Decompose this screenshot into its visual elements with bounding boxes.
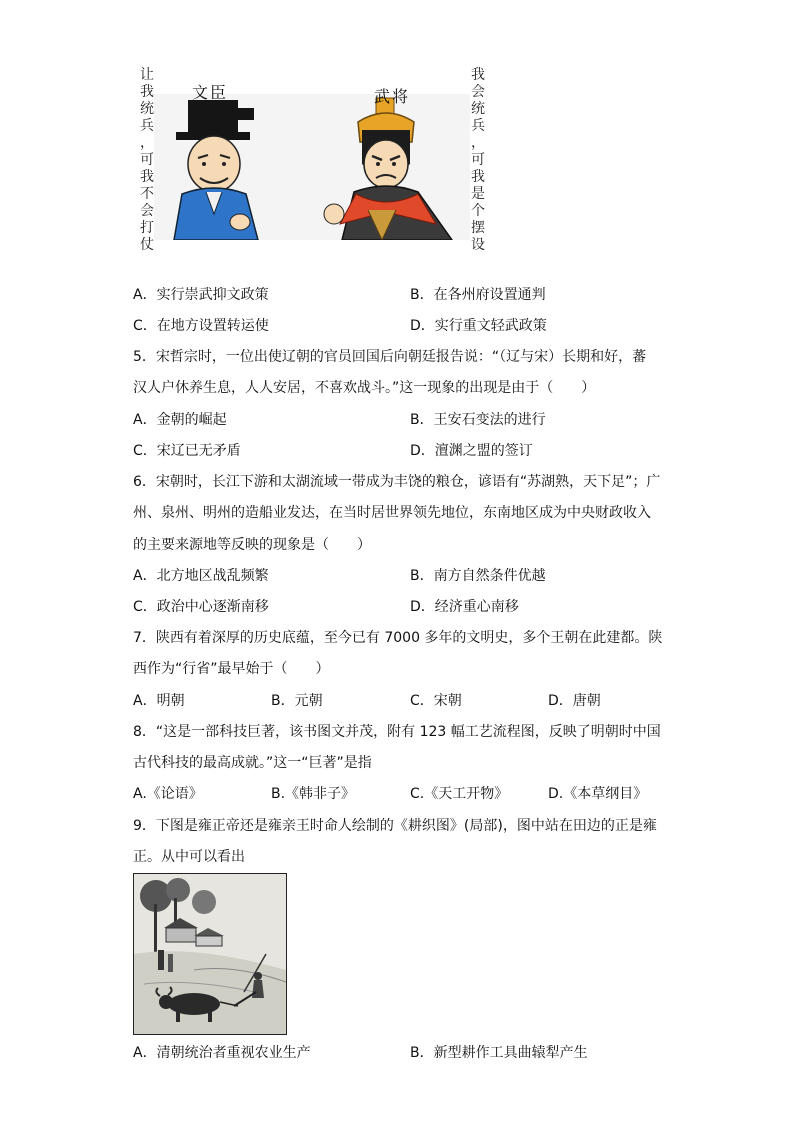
q9-option-b: B．新型耕作工具曲辕犁产生 [410, 1045, 588, 1061]
q6-option-a: A．北方地区战乱频繁 [133, 568, 269, 584]
q8-stem-line1: 8．“这是一部科技巨著，该书图文并茂，附有 123 幅工艺流程图，反映了明朝时中国 [133, 724, 661, 740]
military-general-label: 武将 [374, 87, 411, 106]
q7-stem-line2: 西作为“行省”最早始于（ ） [133, 661, 330, 677]
q6-option-c: C．政治中心逐渐南移 [133, 599, 269, 615]
q6-option-d: D．经济重心南移 [410, 599, 519, 615]
q9-stem-line2: 正。从中可以看出 [133, 849, 245, 865]
plowing-painting [133, 873, 287, 1035]
q7-stem-line1: 7．陕西有着深厚的历史底蕴，至今已有 7000 多年的文明史，多个王朝在此建都。陕 [133, 630, 663, 646]
left-vertical-caption: 让 我 统 兵 ， 可 我 不 会 打 仗 [140, 67, 154, 253]
q8-option-a: A.《论语》 [133, 786, 203, 802]
q4-option-a: A．实行崇武抑文政策 [133, 287, 269, 303]
q4-option-d: D．实行重文轻武政策 [410, 318, 547, 334]
q4-option-c: C．在地方设置转运使 [133, 318, 269, 334]
q8-option-d: D.《本草纲目》 [548, 786, 648, 802]
q6-stem-line1: 6．宋朝时，长江下游和太湖流域一带成为丰饶的粮仓，谚语有“苏湖熟，天下足”；广 [133, 474, 661, 490]
q6-stem-line2: 州、泉州、明州的造船业发达，在当时居世界领先地位，东南地区成为中央财政收入 [133, 505, 651, 521]
q9-stem-line1: 9．下图是雍正帝还是雍亲王时命人绘制的《耕织图》(局部)，图中站在田边的正是雍 [133, 818, 657, 834]
q5-option-c: C．宋辽已无矛盾 [133, 443, 241, 459]
civil-official-label: 文臣 [192, 83, 229, 102]
q6-stem-line3: 的主要来源地等反映的现象是（ ） [133, 537, 371, 553]
q8-option-b: B.《韩非子》 [271, 786, 356, 802]
q4-option-b: B．在各州府设置通判 [410, 287, 546, 303]
q7-option-b: B．元朝 [271, 693, 323, 709]
q5-option-a: A．金朝的崛起 [133, 412, 227, 428]
q5-stem-line1: 5．宋哲宗时，一位出使辽朝的官员回国后向朝廷报告说：“（辽与宋）长期和好，蕃 [133, 349, 647, 365]
civil-military-cartoon [136, 64, 488, 253]
q9-option-a: A．清朝统治者重视农业生产 [133, 1045, 311, 1061]
q8-stem-line2: 古代科技的最高成就。”这一“巨著”是指 [133, 755, 372, 771]
q7-option-c: C．宋朝 [410, 693, 462, 709]
q5-option-b: B．王安石变法的进行 [410, 412, 546, 428]
q5-option-d: D．澶渊之盟的签订 [410, 443, 533, 459]
q5-stem-line2: 汉人户休养生息，人人安居，不喜欢战斗。”这一现象的出现是由于（ ） [133, 380, 596, 396]
cartoon-illustration [136, 64, 488, 240]
q7-option-a: A．明朝 [133, 693, 185, 709]
q6-option-b: B．南方自然条件优越 [410, 568, 546, 584]
q8-option-c: C.《天工开物》 [410, 786, 509, 802]
q7-option-d: D．唐朝 [548, 693, 601, 709]
right-vertical-caption: 我 会 统 兵 ， 可 我 是 个 摆 设 [471, 67, 485, 253]
plowing-scene-illustration [134, 874, 286, 1034]
